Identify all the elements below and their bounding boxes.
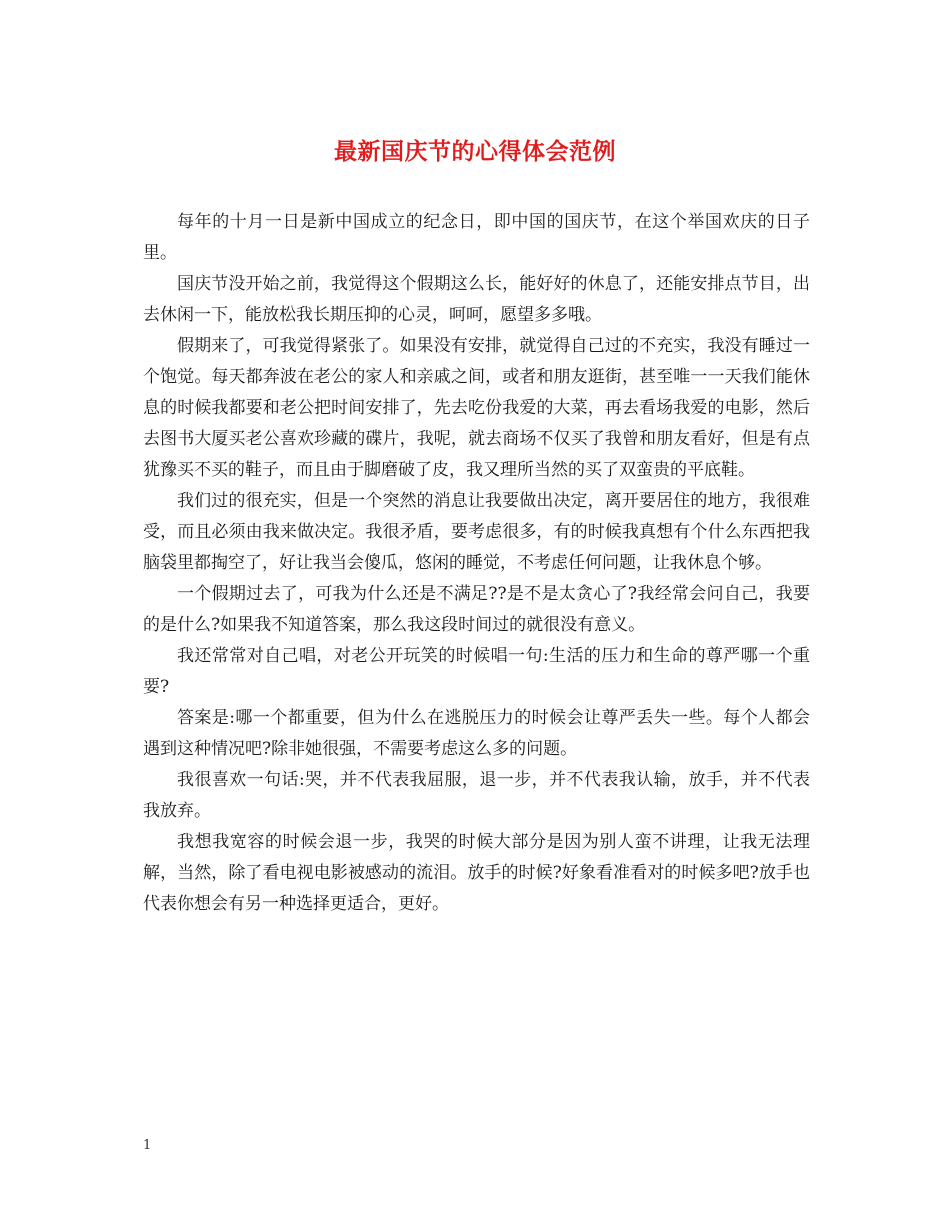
paragraph: 我很喜欢一句话:哭，并不代表我屈服，退一步，并不代表我认输，放手，并不代表我放弃。 (143, 770, 810, 821)
paragraph: 我想我宽容的时候会退一步，我哭的时候大部分是因为别人蛮不讲理，让我无法理解，当然，除了看电视电影被感动的流泪。放手的时候?好象看准看对的时候多吧?放手也代表你想会有另一种选择更适合，更好。 (143, 832, 810, 914)
paragraph: 我还常常对自己唱，对老公开玩笑的时候唱一句:生活的压力和生命的尊严哪一个重要? (143, 646, 810, 697)
paragraph: 答案是:哪一个都重要，但为什么在逃脱压力的时候会让尊严丢失一些。每个人都会遇到这种情况吧?除非她很强，不需要考虑这么多的问题。 (143, 708, 810, 759)
paragraph: 假期来了，可我觉得紧张了。如果没有安排，就觉得自己过的不充实，我没有睡过一个饱觉。每天都奔波在老公的家人和亲戚之间，或者和朋友逛街，甚至唯一一天我们能休息的时候我都要和老公把时间安排了，先去吃份我爱的大菜，再去看场我爱的电影，然后去图书大厦买老公喜欢珍藏的碟片，我呢，就去商场不仅买了我曾和朋友看好，但是有点犹豫买不买的鞋子，而且由于脚磨破了皮，我又理所当然的买了双蛮贵的平底鞋。 (143, 336, 810, 480)
document-body (143, 207, 810, 920)
document-title: 最新国庆节的心得体会范例 (334, 139, 616, 165)
page-number: 1 (143, 1138, 152, 1153)
paragraph: 国庆节没开始之前，我觉得这个假期这么长，能好好的休息了，还能安排点节目，出去休闲一下，能放松我长期压抑的心灵，呵呵，愿望多多哦。 (143, 274, 810, 325)
paragraph: 我们过的很充实，但是一个突然的消息让我要做出决定，离开要居住的地方，我很难受，而且必须由我来做决定。我很矛盾，要考虑很多，有的时候我真想有个什么东西把我脑袋里都掏空了，好让我当会傻瓜，悠闲的睡觉，不考虑任何问题，让我休息个够。 (143, 491, 810, 573)
paragraph: 每年的十月一日是新中国成立的纪念日，即中国的国庆节，在这个举国欢庆的日子里。 (143, 212, 810, 263)
paragraph: 一个假期过去了，可我为什么还是不满足??是不是太贪心了?我经常会问自己，我要的是什么?如果我不知道答案，那么我这段时间过的就很没有意义。 (143, 584, 810, 635)
